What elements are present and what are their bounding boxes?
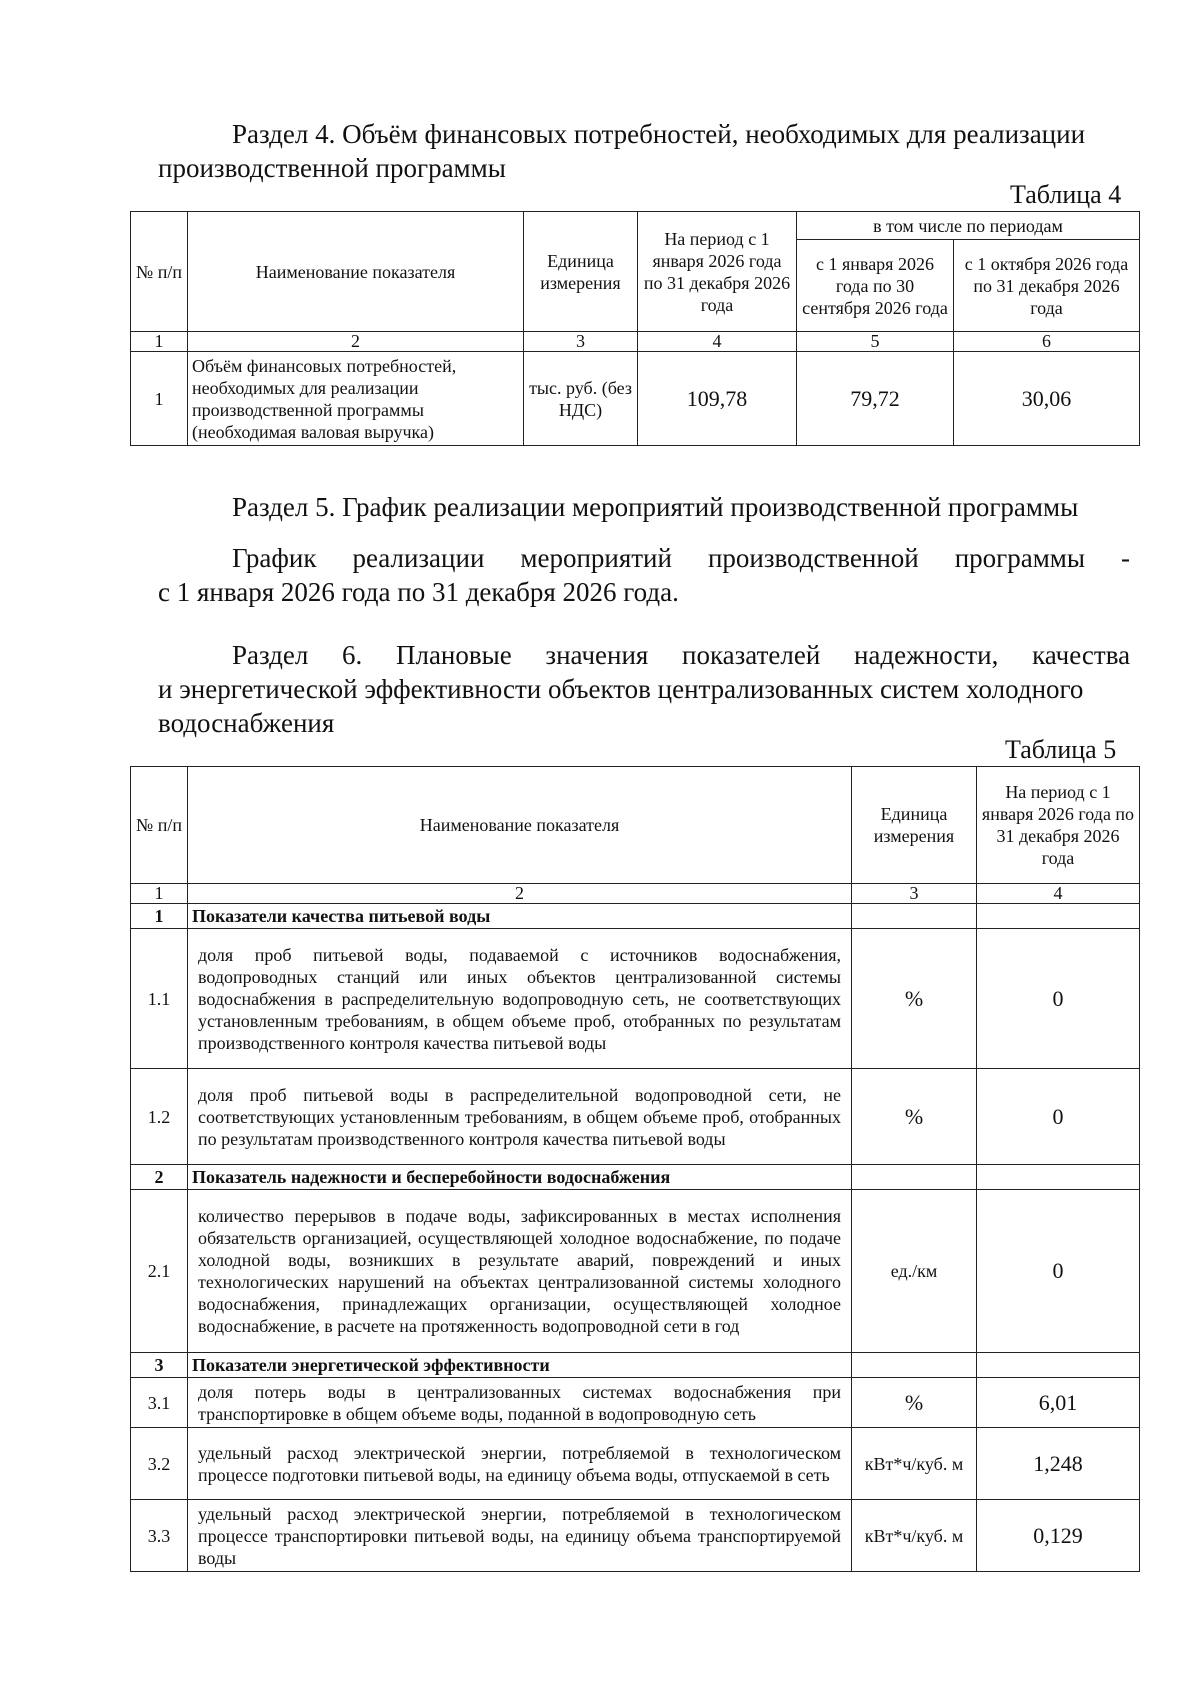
t4-header-period-total: На период с 1 января 2026 года по 31 декабря 2026 года (638, 212, 797, 332)
section4-title-line2: производственной программы (158, 153, 506, 183)
table-5 (130, 766, 1140, 1572)
t5-colnum: 2 (188, 884, 852, 904)
t5-group-row (131, 904, 1140, 929)
t4-colnum: 1 (131, 332, 188, 352)
t4-colnum: 3 (524, 332, 638, 352)
t5-colnum: 4 (977, 884, 1140, 904)
t5-row-value: 6,01 (977, 1378, 1140, 1428)
t5-group-num: 2 (131, 1165, 188, 1190)
t5-row-num: 3.2 (131, 1428, 188, 1500)
t5-row-unit: % (852, 1378, 977, 1428)
t4-row-name: Объём финансовых потребностей, необходимых для реализации производственной программы (необходимая валовая выручка) (188, 352, 524, 446)
t5-row-value: 0 (977, 1190, 1140, 1353)
t4-row-unit: тыс. руб. (без НДС) (524, 352, 638, 446)
t5-column-numbers (131, 884, 1140, 904)
table-row (131, 929, 1140, 1069)
section5-text-line1: График реализации мероприятий производственной программы - (232, 543, 1130, 573)
t4-header-unit: Единица измерения (524, 212, 638, 332)
t5-row-value: 0 (977, 929, 1140, 1069)
table-row (131, 1069, 1140, 1165)
section5-text (158, 541, 1130, 609)
section5-text-line2: с 1 января 2026 года по 31 декабря 2026 года. (158, 577, 679, 607)
t5-row-unit: ед./км (852, 1190, 977, 1353)
table-row (131, 1428, 1140, 1500)
t5-header-name: Наименование показателя (188, 767, 852, 884)
t5-group-num: 3 (131, 1353, 188, 1378)
t5-group-title: Показатель надежности и бесперебойности водоснабжения (188, 1165, 852, 1190)
section6-title-line2: и энергетической эффективности объектов централизованных систем холодного (158, 674, 1084, 704)
t4-colnum: 4 (638, 332, 797, 352)
t5-row-name: доля потерь воды в централизованных системах водоснабжения при транспортировке в общем объеме воды, поданной в водопроводную сеть (188, 1378, 852, 1428)
table-row (131, 1378, 1140, 1428)
table5-label: Таблица 5 (1005, 735, 1117, 764)
t4-header-num: № п/п (131, 212, 188, 332)
t5-row-num: 1.2 (131, 1069, 188, 1165)
t5-group-num: 1 (131, 904, 188, 929)
t5-row-num: 3.1 (131, 1378, 188, 1428)
t5-header-period: На период с 1 января 2026 года по 31 декабря 2026 года (977, 767, 1140, 884)
section6-title (158, 638, 1130, 740)
t5-row-unit: % (852, 929, 977, 1069)
section6-title-line1: Раздел 6. Плановые значения показателей надежности, качества (232, 640, 1131, 670)
t5-row-value: 1,248 (977, 1428, 1140, 1500)
table4-label: Таблица 4 (1010, 180, 1122, 209)
t5-header-num: № п/п (131, 767, 188, 884)
t5-row-unit: кВт*ч/куб. м (852, 1500, 977, 1572)
table-row (131, 1500, 1140, 1572)
section5-title: Раздел 5. График реализации мероприятий производственной программы (232, 492, 1079, 522)
t5-row-unit: % (852, 1069, 977, 1165)
t5-header-unit: Единица измерения (852, 767, 977, 884)
t5-row-name: удельный расход электрической энергии, потребляемой в технологическом процессе подготовки питьевой воды, на единицу объема воды, отпускаемой в сеть (188, 1428, 852, 1500)
t5-row-value: 0 (977, 1069, 1140, 1165)
t4-row-period-2: 30,06 (954, 352, 1140, 446)
t4-colnum: 5 (797, 332, 954, 352)
t5-row-name: удельный расход электрической энергии, потребляемой в технологическом процессе транспортировки питьевой воды, на единицу объема транспортируемой воды (188, 1500, 852, 1572)
t5-row-name: доля проб питьевой воды в распределительной водопроводной сети, не соответствующих установленным требованиям, в общем объеме проб, отобранных по результатам производственного контроля качества питьевой воды (188, 1069, 852, 1165)
section4-title-line1: Раздел 4. Объём финансовых потребностей, необходимых для реализации (232, 119, 1086, 149)
t4-header-incl-periods: в том числе по периодам (797, 212, 1140, 240)
t4-colnum: 6 (954, 332, 1140, 352)
t5-group-title: Показатели энергетической эффективности (188, 1353, 852, 1378)
t4-row-period-1: 79,72 (797, 352, 954, 446)
table-4 (130, 211, 1140, 446)
t4-row-total: 109,78 (638, 352, 797, 446)
t4-header-period-2: с 1 октября 2026 года по 31 декабря 2026 года (954, 240, 1140, 332)
t5-row-num: 2.1 (131, 1190, 188, 1353)
t5-group-row (131, 1353, 1140, 1378)
table-row (131, 1190, 1140, 1353)
t4-column-numbers (131, 332, 1140, 352)
t4-header-period-1: с 1 января 2026 года по 30 сентября 2026 года (797, 240, 954, 332)
table-row (131, 352, 1140, 446)
t4-row-num: 1 (131, 352, 188, 446)
section4-title (158, 117, 1130, 185)
t4-colnum: 2 (188, 332, 524, 352)
t5-row-num: 3.3 (131, 1500, 188, 1572)
t5-group-title: Показатели качества питьевой воды (188, 904, 852, 929)
t5-row-value: 0,129 (977, 1500, 1140, 1572)
t5-row-name: количество перерывов в подаче воды, зафиксированных в местах исполнения обязательств организацией, осуществляющей холодное водоснабжение, по подаче холодной воды, возникших в результате аварий, повреждений и иных технологических нарушений на объектах централизованной системы холодного водоснабжения, принадлежащих организации, осуществляющей холодное водоснабжение, в расчете на протяженность водопроводной сети в год (188, 1190, 852, 1353)
t5-colnum: 1 (131, 884, 188, 904)
t4-header-name: Наименование показателя (188, 212, 524, 332)
t5-row-unit: кВт*ч/куб. м (852, 1428, 977, 1500)
t5-colnum: 3 (852, 884, 977, 904)
t5-row-num: 1.1 (131, 929, 188, 1069)
section6-title-line3: водоснабжения (158, 708, 335, 738)
t5-group-row (131, 1165, 1140, 1190)
t5-row-name: доля проб питьевой воды, подаваемой с источников водоснабжения, водопроводных станций или иных объектов централизованной системы водоснабжения в распределительную водопроводную сеть, не соответствующих установленным требованиям, в общем объеме проб, отобранных по результатам производственного контроля качества питьевой воды (188, 929, 852, 1069)
